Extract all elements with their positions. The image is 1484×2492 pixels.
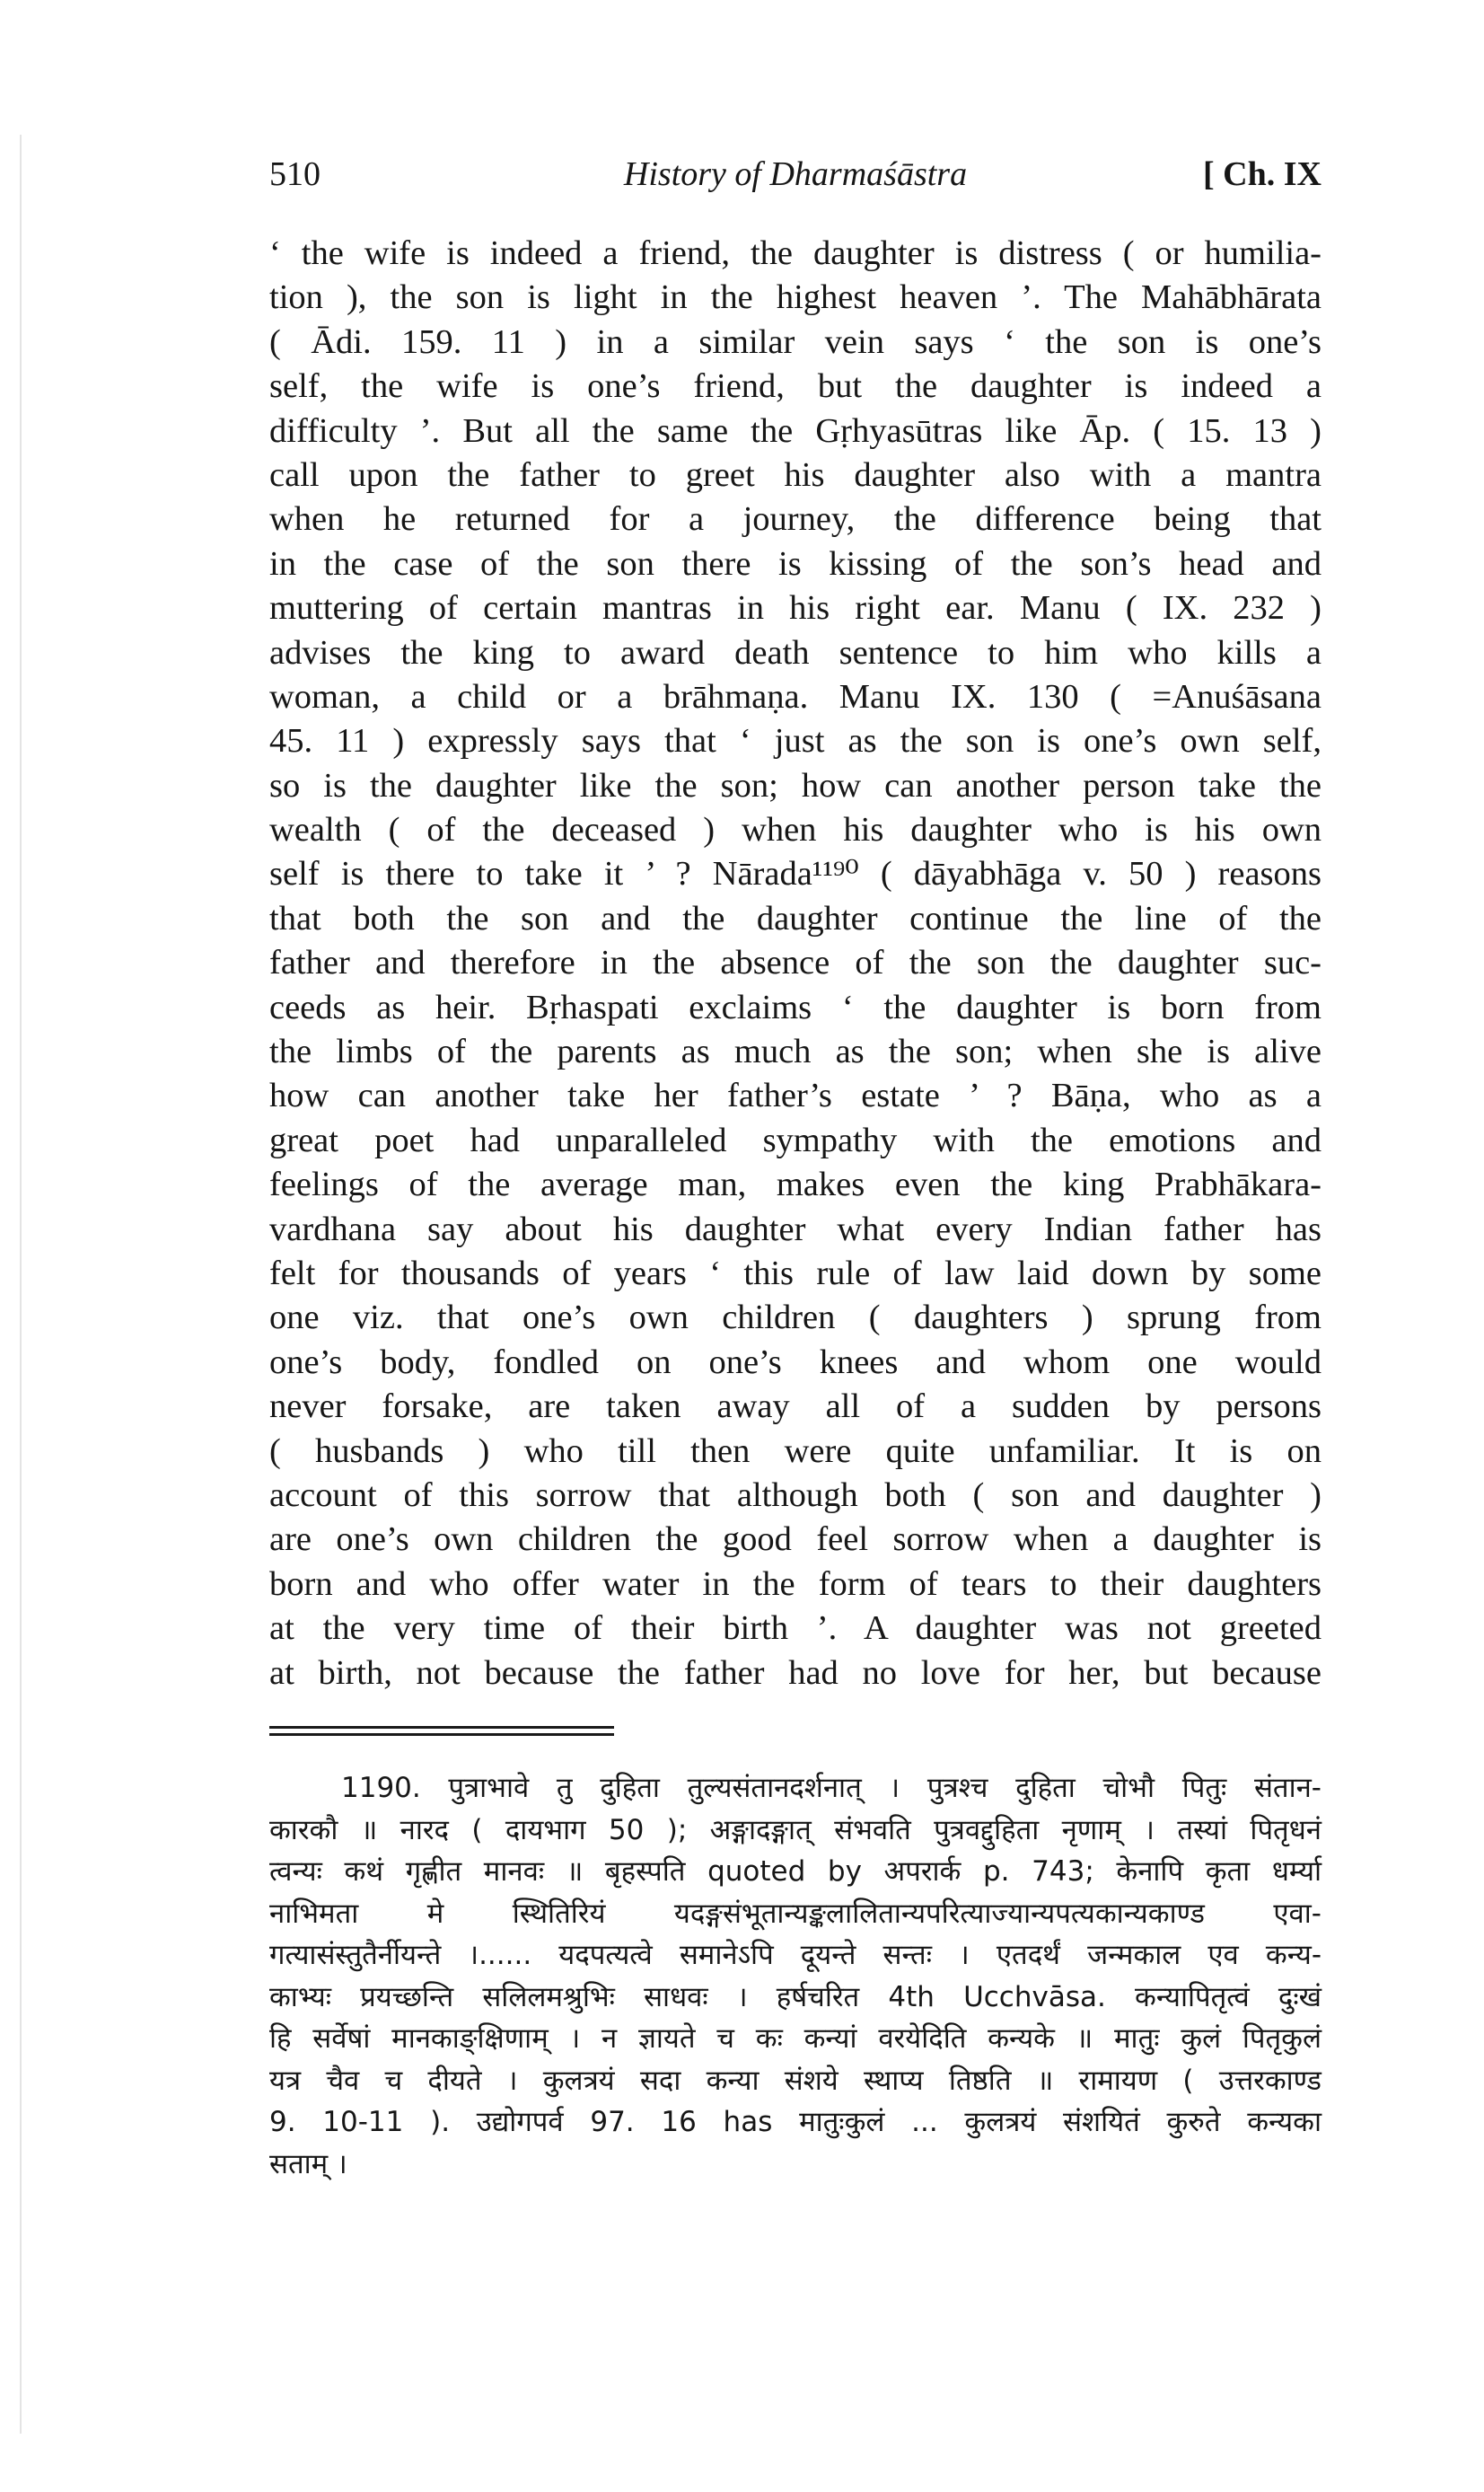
body-line: when he returned for a journey, the difference being that <box>269 500 1322 539</box>
body-line: how can another take her father’s estate ’ ? Bāṇa, who as a <box>269 1077 1322 1115</box>
footnote-line: यत्र चैव च दीयते । कुलत्रयं सदा कन्या संशये स्थाप्य तिष्ठति ॥ रामायण ( उत्तरकाण्ड <box>269 2064 1322 2097</box>
body-line: father and therefore in the absence of the son the daughter suc- <box>269 944 1322 982</box>
body-line: ‘ the wife is indeed a friend, the daughter is distress ( or humilia- <box>269 234 1322 272</box>
scan-edge-shadow <box>20 135 22 2434</box>
body-line: self is there to take it ’ ? Nārada¹¹⁹⁰ ( dāyabhāga v. 50 ) reasons <box>269 855 1322 894</box>
body-line: that both the son and the daughter continue the line of the <box>269 899 1322 938</box>
footnote-line: नाभिमता मे स्थितिरियं यदङ्गसंभूतान्यङ्कलालितान्यपरित्याज्यान्यपत्यकान्यकाण्ड एवा- <box>269 1897 1322 1930</box>
body-line: are one’s own children the good feel sorrow when a daughter is <box>269 1520 1322 1559</box>
page-number: 510 <box>269 155 321 193</box>
body-line: vardhana say about his daughter what every Indian father has <box>269 1210 1322 1248</box>
chapter-label: [ Ch. IX <box>1203 155 1322 193</box>
body-line: wealth ( of the deceased ) when his daughter who is his own <box>269 811 1322 850</box>
footnote-line: गत्यासंस्तुतैर्नीयन्ते ।...... यदपत्यत्वे समानेऽपि दूयन्ते सन्तः । एतदर्थं जन्मकाल एव कन्य- <box>269 1939 1322 1971</box>
body-line: one viz. that one’s own children ( daughters ) sprung from <box>269 1299 1322 1337</box>
footnote-line: त्वन्यः कथं गृह्णीत मानवः ॥ बृहस्पति quoted by अपरार्क p. 743; केनापि कृता धर्म्या <box>269 1855 1322 1888</box>
body-text <box>269 232 1322 1695</box>
body-line: woman, a child or a brāhmaṇa. Manu IX. 130 ( =Anuśāsana <box>269 677 1322 716</box>
body-line: one’s body, fondled on one’s knees and whom one would <box>269 1343 1322 1381</box>
body-line: 45. 11 ) expressly says that ‘ just as the son is one’s own self, <box>269 722 1322 761</box>
body-line: ( husbands ) who till then were quite unfamiliar. It is on <box>269 1431 1322 1470</box>
footnote-line: सताम् । <box>269 2147 347 2180</box>
footnote-separator <box>269 1733 614 1736</box>
body-line: the limbs of the parents as much as the son; when she is alive <box>269 1033 1322 1071</box>
footnote-separator <box>269 1726 614 1729</box>
body-line: born and who offer water in the form of tears to their daughters <box>269 1564 1322 1603</box>
body-line: self, the wife is one’s friend, but the daughter is indeed a <box>269 367 1322 406</box>
body-line: ceeds as heir. Bṛhaspati exclaims ‘ the daughter is born from <box>269 988 1322 1026</box>
footnote-line: 1190. पुत्राभावे तु दुहिता तुल्यसंतानदर्शनात् । पुत्रश्च दुहिता चोभौ पितुः संतान- <box>341 1772 1322 1804</box>
footnote-line: काभ्यः प्रयच्छन्ति सलिलमश्रुभिः साधवः । हर्षचरित 4th Ucchvāsa. कन्यापितृत्वं दुःखं <box>269 1980 1322 2013</box>
body-line: muttering of certain mantras in his right ear. Manu ( IX. 232 ) <box>269 589 1322 628</box>
footnote-line: कारकौ ॥ नारद ( दायभाग 50 ); अङ्गादङ्गात् संभवति पुत्रवद्दुहिता नृणाम् । तस्यां पितृधनं <box>269 1813 1322 1846</box>
body-line: feelings of the average man, makes even the king Prabhākara- <box>269 1166 1322 1204</box>
page-header <box>269 154 1322 205</box>
body-line: so is the daughter like the son; how can another person take the <box>269 766 1322 805</box>
body-line: never forsake, are taken away all of a sudden by persons <box>269 1387 1322 1426</box>
body-line: advises the king to award death sentence to him who kills a <box>269 633 1322 672</box>
body-line: ( Ādi. 159. 11 ) in a similar vein says ‘ the son is one’s <box>269 322 1322 361</box>
body-line: call upon the father to greet his daughter also with a mantra <box>269 455 1322 494</box>
body-line: at the very time of their birth ’. A daughter was not greeted <box>269 1609 1322 1648</box>
body-line: great poet had unparalleled sympathy with the emotions and <box>269 1121 1322 1159</box>
running-title: History of Dharmaśāstra <box>623 155 968 193</box>
footnote-line: 9. 10-11 ). उद्योगपर्व 97. 16 has मातुःकुलं ... कुलत्रयं संशयितं कुरुते कन्यका <box>269 2106 1322 2138</box>
body-line: tion ), the son is light in the highest heaven ’. The Mahābhārata <box>269 278 1322 317</box>
footnote-line: हि सर्वेषां मानकाङ्क्षिणाम् । न ज्ञायते च कः कन्यां वरयेदिति कन्यके ॥ मातुः कुलं पितृकुलं <box>269 2022 1322 2055</box>
body-line: in the case of the son there is kissing of the son’s head and <box>269 544 1322 583</box>
footnote-1190 <box>269 1767 1322 2185</box>
body-line: account of this sorrow that although both ( son and daughter ) <box>269 1475 1322 1514</box>
body-line: at birth, not because the father had no love for her, but because <box>269 1653 1322 1692</box>
body-line: felt for thousands of years ‘ this rule of law laid down by some <box>269 1254 1322 1292</box>
body-line: difficulty ’. But all the same the Gṛhyasūtras like Āp. ( 15. 13 ) <box>269 411 1322 450</box>
